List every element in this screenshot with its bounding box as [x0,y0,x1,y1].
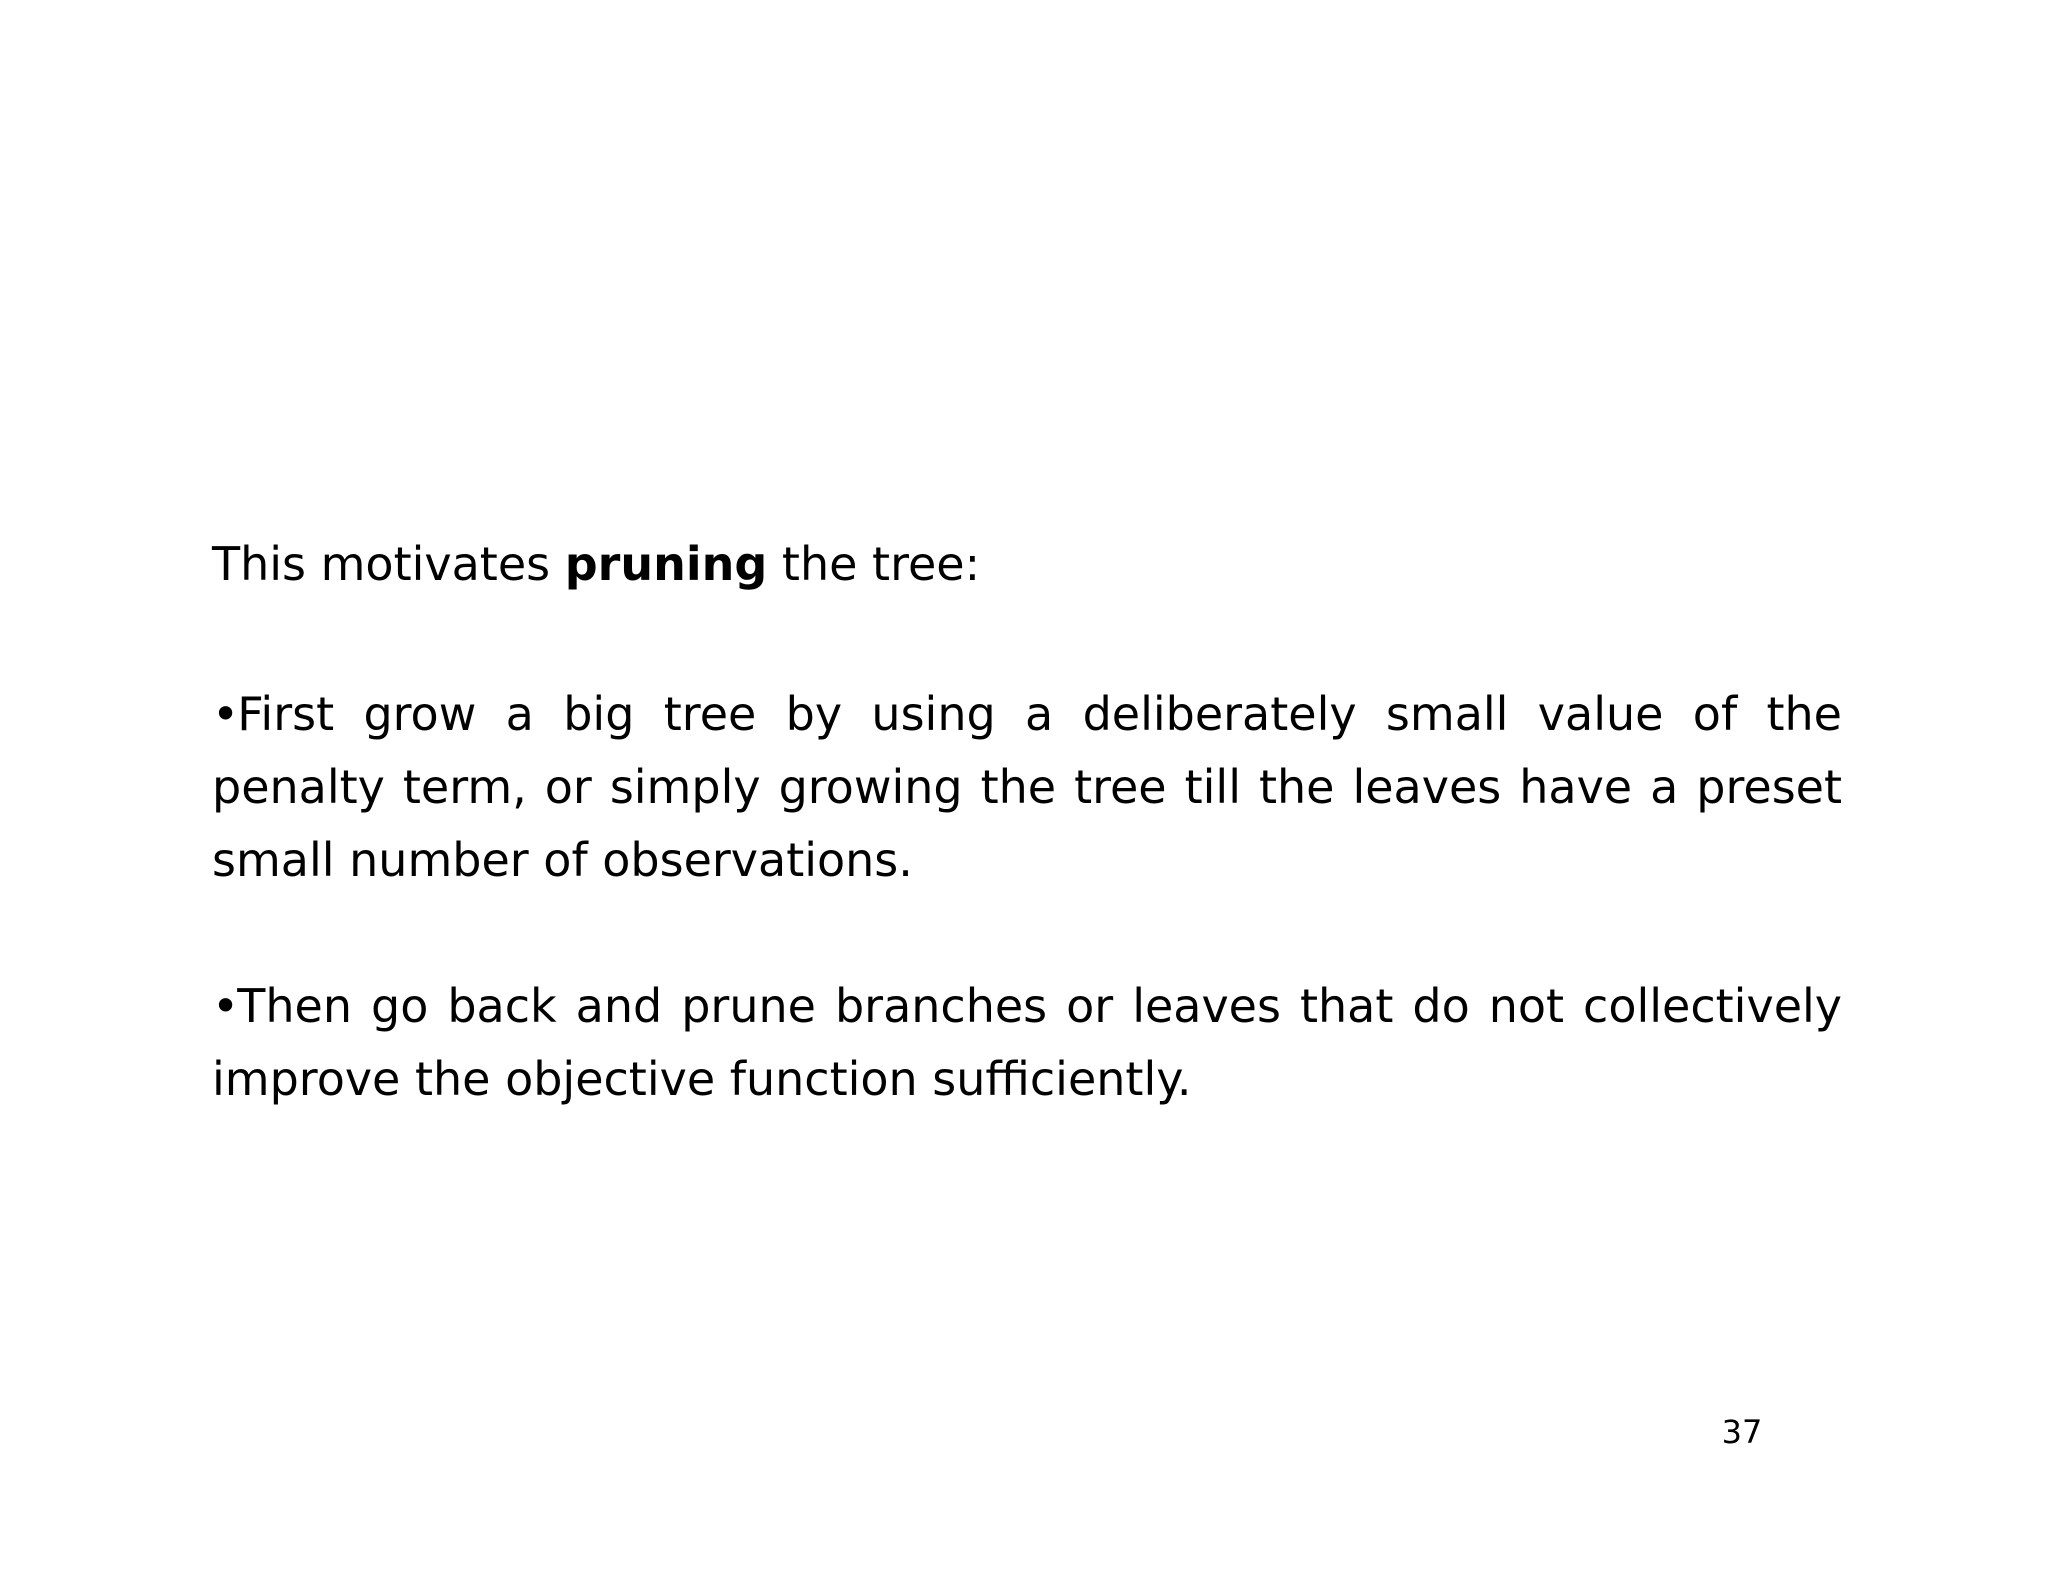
intro-sentence [212,528,1842,600]
bullet-item [212,970,1842,1116]
page-number: 37 [1721,1413,1763,1451]
intro-emphasis-pruning: pruning [564,537,768,591]
bullet-dot-icon: • [212,687,240,741]
bullet-dot-icon: • [212,979,240,1033]
intro-text-after: the tree: [767,537,981,591]
bullet-text: First grow a big tree by using a deliberately small value of the penalty term, or simply growing the tree till the leaves have a preset small number of observations. [212,687,1842,887]
intro-text-before: This motivates [212,537,565,591]
bullet-text: Then go back and prune branches or leaves that do not collectively improve the objective function sufficiently. [212,979,1842,1106]
slide-content [212,528,1842,1116]
bullet-item [212,678,1842,897]
